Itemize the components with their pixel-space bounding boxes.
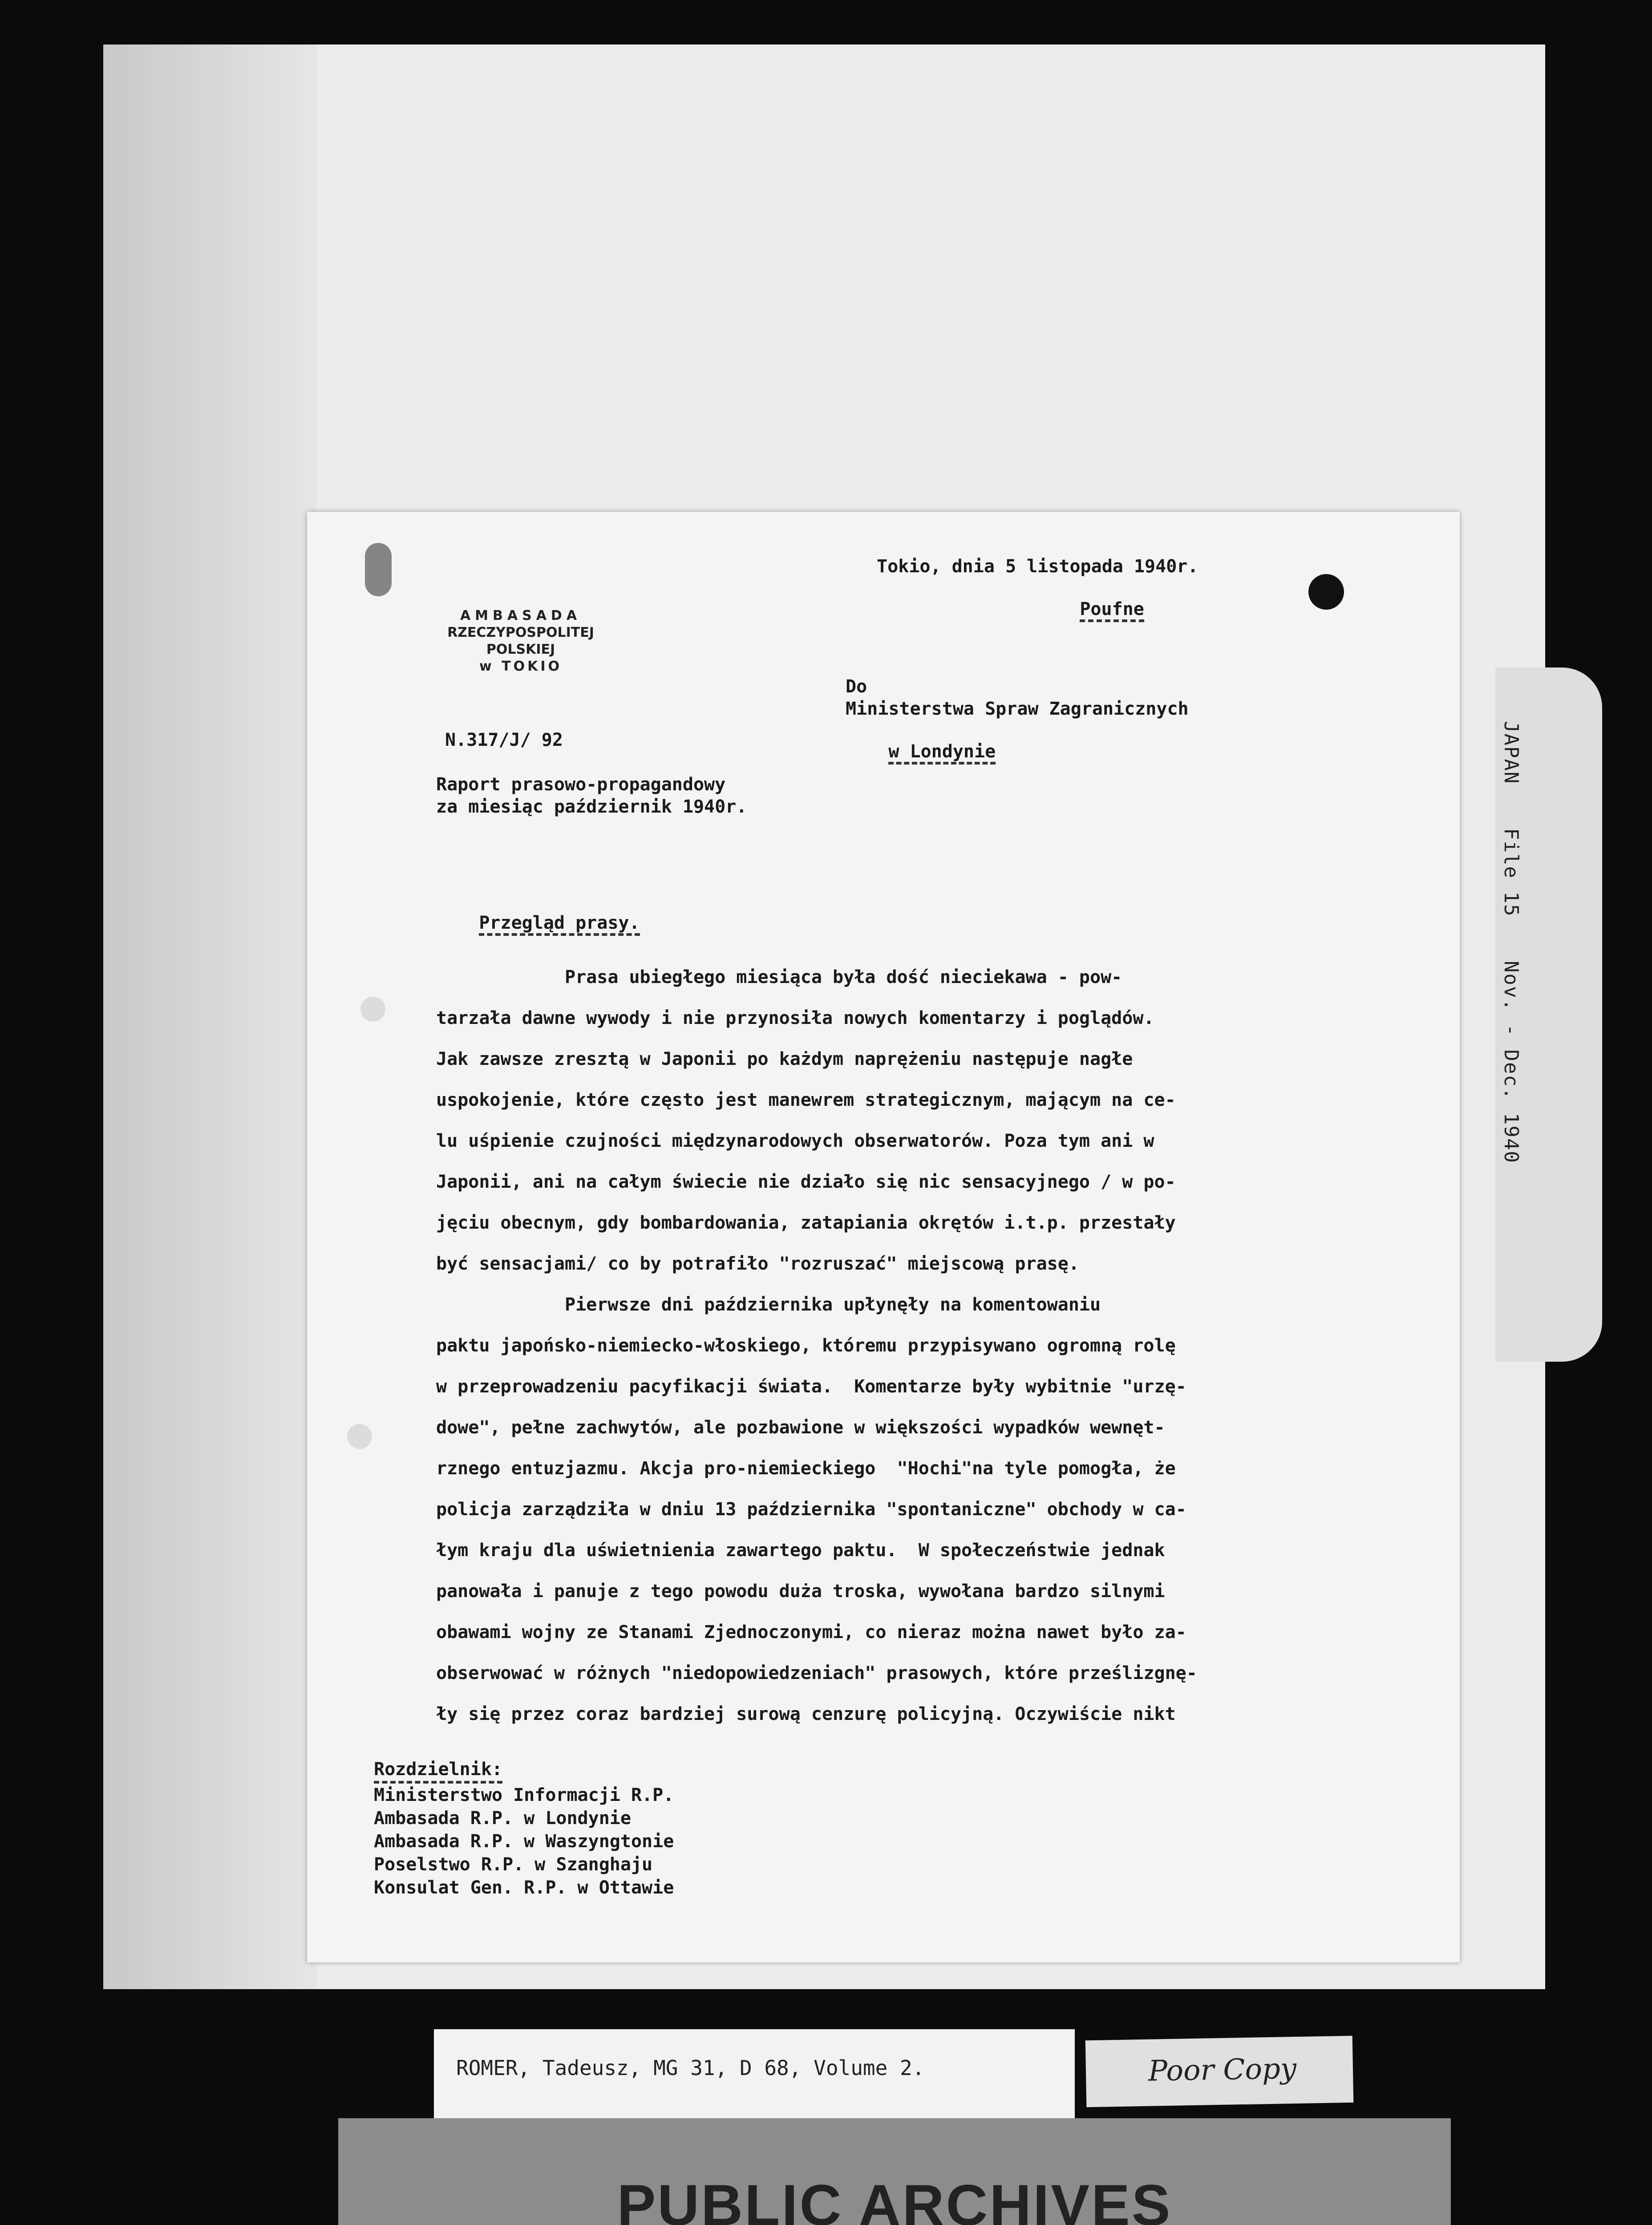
body-line: w przeprowadzeniu pacyfikacji świata. Komentarze były wybitnie "urzę-: [436, 1376, 1186, 1397]
archive-reference: ROMER, Tadeusz, MG 31, D 68, Volume 2.: [456, 2056, 925, 2080]
date-line: Tokio, dnia 5 listopada 1940r.: [877, 556, 1199, 577]
subject-line: Raport prasowo-propagandowy: [436, 774, 726, 795]
paper-smudge: [365, 543, 392, 596]
folder-file-number: File 15: [1500, 828, 1522, 917]
subject-line: za miesiąc październik 1940r.: [436, 797, 747, 817]
stamp-line: RZECZYPOSPOLITEJ POLSKIEJ: [447, 625, 594, 657]
body-line: Prasa ubiegłego miesiąca była dość nieciekawa - pow-: [436, 967, 1122, 987]
punch-hole-icon: [347, 1424, 372, 1449]
body-line: rznego entuzjazmu. Akcja pro-niemieckiego "Hochi"na tyle pomogła, że: [436, 1458, 1176, 1479]
classification-text: Poufne: [1080, 599, 1144, 622]
body-line: być sensacjami/ co by potrafiło "rozruszać" miejscową prasę.: [436, 1254, 1079, 1274]
distribution-item: Ambasada R.P. w Waszyngtonie: [374, 1831, 674, 1852]
distribution-heading-text: Rozdzielnik:: [374, 1758, 502, 1784]
section-heading-text: Przegląd prasy.: [479, 913, 640, 936]
body-line: Pierwsze dni października upłynęły na komentowaniu: [436, 1295, 1101, 1315]
reference-number: N.317/J/ 92: [445, 730, 563, 750]
punch-hole-icon: [360, 997, 385, 1022]
typewritten-letter: [307, 512, 1460, 1962]
distribution-item: Ministerstwo Informacji R.P.: [374, 1785, 674, 1805]
poor-copy-text: Poor Copy: [1148, 2052, 1297, 2088]
letter-body: [436, 957, 1371, 1735]
classification: [1037, 578, 1144, 643]
body-line: Japonii, ani na całym świecie nie działo się nic sensacyjnego / w po-: [436, 1172, 1176, 1192]
punch-hole-icon: [1308, 574, 1344, 610]
folder-edge-shadow: [103, 44, 317, 1989]
public-archives-banner: [338, 2118, 1451, 2225]
recipient-city: [846, 721, 996, 785]
poor-copy-note: [1085, 2036, 1354, 2107]
body-line: tarzała dawne wywody i nie przynosiła nowych komentarzy i poglądów.: [436, 1008, 1154, 1028]
distribution-item: Konsulat Gen. R.P. w Ottawie: [374, 1877, 674, 1898]
recipient-ministry: Ministerstwa Spraw Zagranicznych: [846, 699, 1189, 719]
folder-country: JAPAN: [1500, 721, 1522, 785]
body-line: Jak zawsze zresztą w Japonii po każdym naprężeniu następuje nagłe: [436, 1049, 1133, 1069]
distribution-heading: [374, 1758, 674, 1784]
distribution-list: [374, 1758, 674, 1899]
body-line: ły się przez coraz bardziej surową cenzurę policyjną. Oczywiście nikt: [436, 1704, 1176, 1724]
body-line: dowe", pełne zachwytów, ale pozbawione w większości wypadków wewnęt-: [436, 1417, 1165, 1438]
recipient-city-text: w Londynie: [888, 741, 996, 765]
embassy-stamp: [427, 607, 614, 675]
body-line: panowała i panuje z tego powodu duża troska, wywołana bardzo silnymi: [436, 1581, 1165, 1602]
recipient-to: Do: [846, 676, 867, 697]
folder-tab-label: [1500, 721, 1522, 1195]
body-line: uspokojenie, które często jest manewrem strategicznym, mającym na ce-: [436, 1090, 1176, 1110]
banner-line-english: PUBLIC ARCHIVES: [617, 2172, 1172, 2225]
folder-period: Nov. - Dec. 1940: [1500, 960, 1522, 1164]
body-line: lu uśpienie czujności międzynarodowych obserwatorów. Poza tym ani w: [436, 1131, 1154, 1151]
section-heading: [436, 892, 640, 956]
archive-reference-card: [434, 2029, 1075, 2118]
distribution-item: Ambasada R.P. w Londynie: [374, 1808, 631, 1829]
distribution-item: Poselstwo R.P. w Szanghaju: [374, 1854, 653, 1875]
body-line: policja zarządziła w dniu 13 października "spontaniczne" obchody w ca-: [436, 1499, 1186, 1520]
stamp-line: w TOKIO: [479, 659, 563, 674]
body-line: obawami wojny ze Stanami Zjednoczonymi, co nieraz można nawet było za-: [436, 1622, 1186, 1642]
body-line: łym kraju dla uświetnienia zawartego paktu. W społeczeństwie jednak: [436, 1540, 1165, 1561]
body-line: paktu japońsko-niemiecko-włoskiego, któremu przypisywano ogromną rolę: [436, 1335, 1176, 1356]
body-line: jęciu obecnym, gdy bombardowania, zatapiania okrętów i.t.p. przestały: [436, 1213, 1176, 1233]
stamp-line: AMBASADA: [460, 608, 582, 623]
body-line: obserwować w różnych "niedopowiedzeniach" prasowych, które prześlizgnę-: [436, 1663, 1197, 1683]
